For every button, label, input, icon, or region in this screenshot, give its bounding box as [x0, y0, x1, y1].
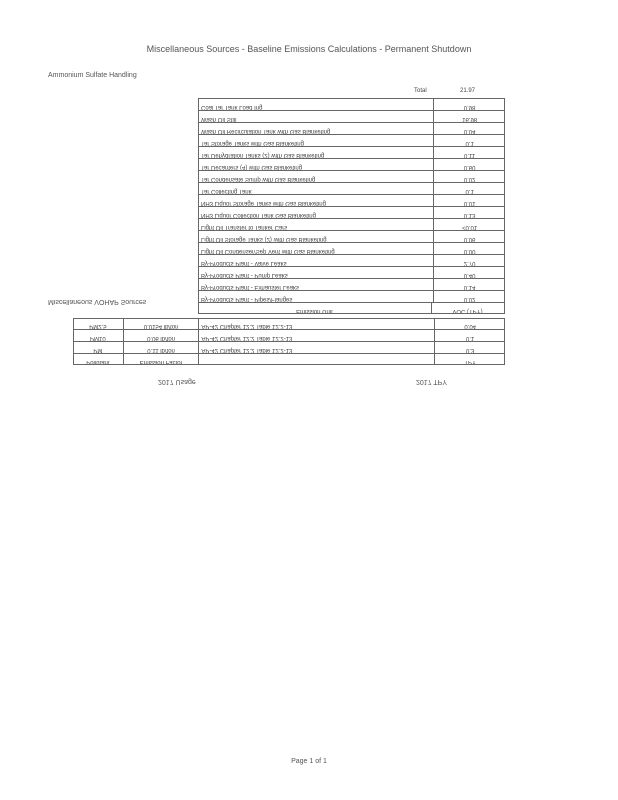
pm-emissions-table — [73, 318, 505, 365]
voc-value: 0.11 — [433, 147, 505, 158]
page-title: Miscellaneous Sources - Baseline Emissions Calculations - Permanent Shutdown — [146, 44, 472, 54]
emission-unit-name: Tar Dehydration Tanks (2) with Gas Blanketing — [201, 152, 325, 158]
pollutant-cell: PM10 — [73, 330, 124, 341]
table-row — [73, 341, 505, 353]
voc-value: 0.40 — [433, 267, 505, 278]
voc-value: <0.01 — [433, 219, 505, 230]
table-row — [198, 170, 505, 182]
emission-unit-name: By-Products Plant - Pipes/Flanges — [201, 296, 293, 302]
emission-unit-name: Light Oil Storage Tanks (2) with Gas Blanketing — [201, 236, 327, 242]
table-row — [73, 353, 505, 365]
voc-value: 2.70 — [433, 255, 505, 266]
emission-unit-name: Light Oil Transfer to Tanker Cars — [201, 224, 288, 230]
emission-factor-cell: Emission Factor — [124, 354, 200, 365]
table-row — [73, 329, 505, 341]
voc-value: 0.1 — [433, 135, 505, 146]
table-row — [198, 218, 505, 230]
table-row — [198, 122, 505, 134]
voc-value: 0.02 — [433, 291, 505, 302]
footnote-tpy: 2017 TPY — [416, 378, 448, 385]
col-voc: VOC (TPY) — [431, 303, 503, 314]
column-header-row — [198, 302, 505, 314]
table-row — [73, 318, 505, 329]
table-row — [198, 134, 505, 146]
emission-unit-name: NH3 Liquor Collection Tank Gas Blanketing — [201, 212, 316, 218]
emission-unit-name: Light Oil Condenser/Sep Vent with Gas Blanketing — [201, 248, 335, 254]
emission-factor-cell: 0.0154 lb/ton — [124, 318, 200, 329]
table-row — [198, 266, 505, 278]
table-row — [198, 242, 505, 254]
total-value: 21.97 — [460, 88, 476, 94]
table-row — [198, 230, 505, 242]
emission-unit-name: By-Products Plant - Exhauster Leaks — [201, 284, 300, 290]
emission-factor-cell: 0.06 lb/ton — [124, 330, 200, 341]
voc-value: 0.00 — [433, 243, 505, 254]
table-row — [198, 278, 505, 290]
emission-unit-name: NH3 Liquor Storage Tanks with Gas Blanketing — [201, 200, 326, 206]
reference-cell — [199, 354, 435, 365]
table-row — [198, 254, 505, 266]
emission-unit-name: By-Products Plant - Pump Leaks — [201, 272, 288, 278]
voc-value: 0.01 — [433, 195, 505, 206]
voc-value: 0.60 — [433, 159, 505, 170]
emission-unit-name: Wash Oil Recirculation Tank with Gas Blanketing — [201, 128, 331, 134]
table-row — [198, 98, 505, 110]
emission-unit-name: Tar Condensate Sump with Gas Blanketing — [201, 176, 316, 182]
voc-value: 0.02 — [433, 171, 505, 182]
voc-emissions-table — [198, 88, 505, 314]
tpy-cell: 0.04 — [464, 323, 476, 329]
emission-unit-name: Coal Tar Tank Load Ing — [201, 104, 263, 110]
emission-factor-cell: 0.11 lb/ton — [124, 342, 200, 353]
emission-unit-name: By-Products Plant - Valve Leaks — [201, 260, 287, 266]
table-row — [198, 110, 505, 122]
voc-value: 0.06 — [433, 231, 505, 242]
voc-value: 0.98 — [433, 99, 505, 110]
section-heading-ammonium: Ammonium Sulfate Handling — [48, 72, 137, 79]
reference-cell: AP-42 Chapter 12.2 Table 12.2-13 — [199, 318, 435, 329]
voc-value: 0.04 — [433, 123, 505, 134]
emission-unit-name: Tar Collecting Tank — [201, 188, 252, 194]
pollutant-cell: Pollutant — [73, 354, 124, 365]
table-row — [198, 290, 505, 302]
tpy-cell: 0.1 — [465, 335, 475, 341]
section-heading-misc: Miscellaneous VOHAP Sources — [48, 298, 147, 305]
reference-cell: AP-42 Chapter 12.2 Table 12.2-13 — [199, 330, 435, 341]
table-row — [198, 146, 505, 158]
reference-cell: AP-42 Chapter 12.2 Table 12.2-13 — [199, 342, 435, 353]
voc-value: 16.98 — [433, 111, 505, 122]
table-row — [198, 194, 505, 206]
total-label: Total — [414, 88, 427, 94]
table-header-row — [198, 88, 505, 98]
table-row — [198, 158, 505, 170]
col-emission-unit: Emission Unit — [296, 308, 333, 314]
emission-unit-name: Tar Decanters (4) with Gas Blanketing — [201, 164, 303, 170]
voc-value: 0.14 — [433, 279, 505, 290]
page-number: Page 1 of 1 — [291, 758, 327, 765]
tpy-cell: 0.3 — [465, 347, 475, 353]
table-row — [198, 206, 505, 218]
emission-unit-name: Wash Oil Still — [201, 116, 237, 122]
voc-value: 0.1 — [433, 183, 505, 194]
tpy-cell: TPY — [464, 359, 476, 365]
pollutant-cell: PM — [73, 342, 124, 353]
table-row — [198, 182, 505, 194]
voc-value: 0.13 — [433, 207, 505, 218]
pollutant-cell: PM2.5 — [73, 318, 124, 329]
footnote-usage: 2017 Usage — [158, 378, 196, 385]
emission-unit-name: Tar Storage Tanks with Gas Blanketing — [201, 140, 304, 146]
